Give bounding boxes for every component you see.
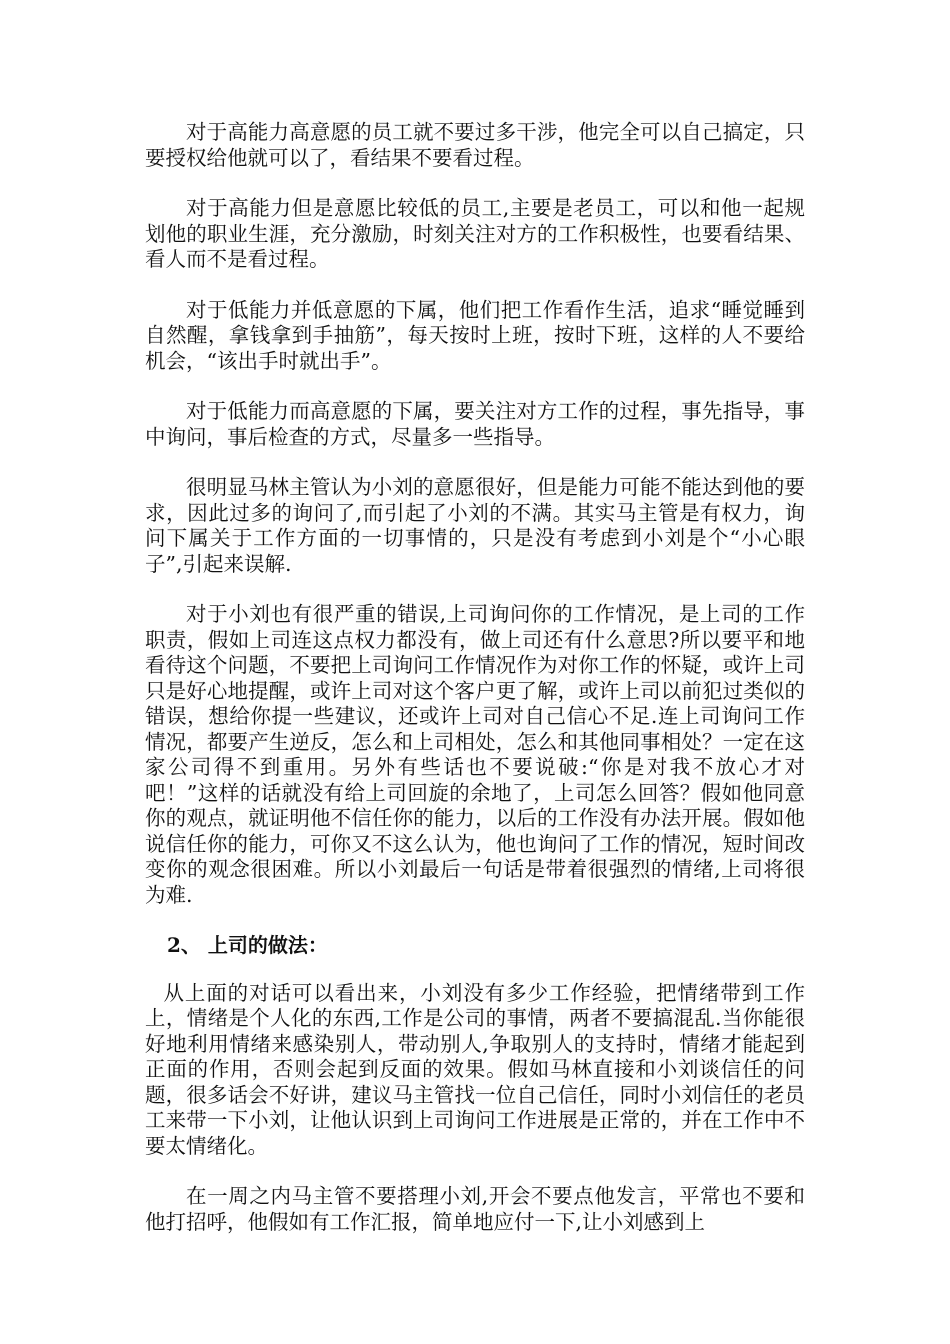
paragraph-xiao-liu-mistake: 对于小刘也有很严重的错误,上司询问你的工作情况，是上司的工作职责，假如上司连这点权力都没有，做上司还有什么意思?所以要平和地看待这个问题，不要把上司询问工作情况作为对你工作的怀疑，或许上司只是好心地提醒，或许上司对这个客户更了解，或许上司以前犯过类似的错误，想给你提一些建议，还或许上司对自己信心不足.连上司询问工作情况，都要产生逆反，怎么和上司相处，怎么和其他同事相处？一定在这家公司得不到重用。另外有些话也不要说破:“你是对我不放心才对吧！”这样的话就没有给上司回旋的余地了，上司怎么回答？假如他同意你的观点，就证明他不信任你的能力，以后的工作没有办法开展。假如他说信任你的能力，可你又不这么认为，他也询问了工作的情况，短时间改变你的观念很困难。所以小刘最后一句话是带着很强烈的情绪,上司将很为难.	[145, 602, 805, 907]
paragraph-one-week-plan: 在一周之内马主管不要搭理小刘,开会不要点他发言，平常也不要和他打招呼，他假如有工作汇报，简单地应付一下,让小刘感到上	[145, 1184, 805, 1234]
document-body	[145, 120, 805, 1260]
paragraph-high-ability-high-willingness: 对于高能力高意愿的员工就不要过多干涉，他完全可以自己搞定，只要授权给他就可以了，看结果不要看过程。	[145, 120, 805, 170]
section-heading: 2、 上司的做法：	[167, 933, 328, 957]
paragraph-low-ability-low-willingness: 对于低能力并低意愿的下属，他们把工作看作生活，追求“睡觉睡到自然醒，拿钱拿到手抽筋”，每天按时上班，按时下班，这样的人不要给机会，“该出手时就出手”。	[145, 297, 805, 373]
paragraph-ma-lin-analysis: 很明显马林主管认为小刘的意愿很好，但是能力可能不能达到他的要求，因此过多的询问了,而引起了小刘的不满。其实马主管是有权力，询问下属关于工作方面的一切事情的，只是没有考虑到小刘是个“小心眼子”,引起来误解.	[145, 475, 805, 576]
paragraph-boss-approach: 从上面的对话可以看出来，小刘没有多少工作经验，把情绪带到工作上，情绪是个人化的东西,工作是公司的事情，两者不要搞混乱.当你能很好地利用情绪来感染别人，带动别人,争取别人的支持时，情绪才能起到正面的作用，否则会起到反面的效果。假如马林直接和小刘谈信任的问题，很多话会不好讲，建议马主管找一位自己信任，同时小刘信任的老员工来带一下小刘，让他认识到上司询问工作进展是正常的，并在工作中不要太情绪化。	[145, 980, 805, 1158]
paragraph-high-ability-low-willingness: 对于高能力但是意愿比较低的员工,主要是老员工，可以和他一起规划他的职业生涯，充分激励，时刻关注对方的工作积极性，也要看结果、看人而不是看过程。	[145, 196, 805, 271]
paragraph-low-ability-high-willingness: 对于低能力而高意愿的下属，要关注对方工作的过程，事先指导，事中询问，事后检查的方式，尽量多一些指导。	[145, 399, 805, 449]
